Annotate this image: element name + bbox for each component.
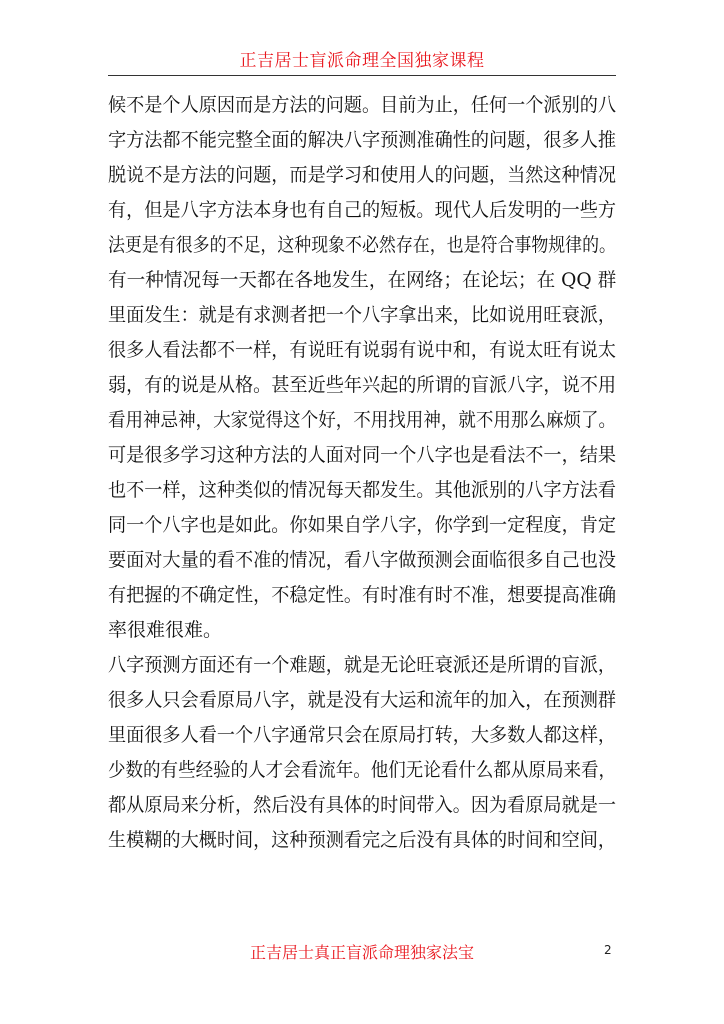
text-line: 很多人只会看原局八字，就是没有大运和流年的加入，在预测群	[108, 689, 617, 711]
text-line: 率很难很难。	[108, 619, 223, 641]
paragraph-3	[108, 648, 616, 858]
paragraph-1	[108, 88, 616, 263]
text-line: 弱，有的说是从格。甚至近些年兴起的所谓的盲派八字，说不用	[108, 374, 617, 396]
text-line: 看用神忌神，大家觉得这个好，不用找用神，就不用那么麻烦了。	[108, 409, 617, 431]
text-line: 字方法都不能完整全面的解决八字预测准确性的问题，很多人推	[108, 129, 617, 151]
text-line: 同一个八字也是如此。你如果自学八字，你学到一定程度，肯定	[108, 514, 617, 536]
text-line: 八字预测方面还有一个难题，就是无论旺衰派还是所谓的盲派，	[108, 654, 617, 676]
page-footer: 正吉居士真正盲派命理独家法宝	[249, 943, 474, 962]
text-line: 有，但是八字方法本身也有自己的短板。现代人后发明的一些方	[108, 199, 617, 221]
text-line: 有一种情况每一天都在各地发生，在网络；在论坛；在 QQ 群	[108, 269, 617, 291]
text-line: 脱说不是方法的问题，而是学习和使用人的问题，当然这种情况	[108, 164, 617, 186]
header-divider	[108, 75, 616, 76]
page-number: 2	[604, 943, 612, 957]
text-line: 法更是有很多的不足，这种现象不必然存在，也是符合事物规律的。	[108, 234, 616, 256]
page-header: 正吉居士盲派命理全国独家课程	[239, 51, 485, 71]
text-line: 候不是个人原因而是方法的问题。目前为止，任何一个派别的八	[108, 94, 617, 116]
text-line: 生模糊的大概时间，这种预测看完之后没有具体的时间和空间，	[108, 829, 617, 851]
text-line: 都从原局来分析，然后没有具体的时间带入。因为看原局就是一	[108, 794, 617, 816]
body-text	[108, 88, 616, 858]
text-line: 可是很多学习这种方法的人面对同一个八字也是看法不一，结果	[108, 444, 617, 466]
text-line: 里面很多人看一个八字通常只会在原局打转，大多数人都这样，	[108, 724, 617, 746]
text-line: 也不一样，这种类似的情况每天都发生。其他派别的八字方法看	[108, 479, 617, 501]
text-line: 很多人看法都不一样，有说旺有说弱有说中和，有说太旺有说太	[108, 339, 617, 361]
text-line: 少数的有些经验的人才会看流年。他们无论看什么都从原局来看，	[108, 759, 617, 781]
text-line: 里面发生：就是有求测者把一个八字拿出来，比如说用旺衰派，	[108, 304, 617, 326]
paragraph-2	[108, 263, 616, 648]
text-line: 有把握的不确定性，不稳定性。有时准有时不准，想要提高准确	[108, 584, 617, 606]
text-line: 要面对大量的看不准的情况，看八字做预测会面临很多自己也没	[108, 549, 617, 571]
